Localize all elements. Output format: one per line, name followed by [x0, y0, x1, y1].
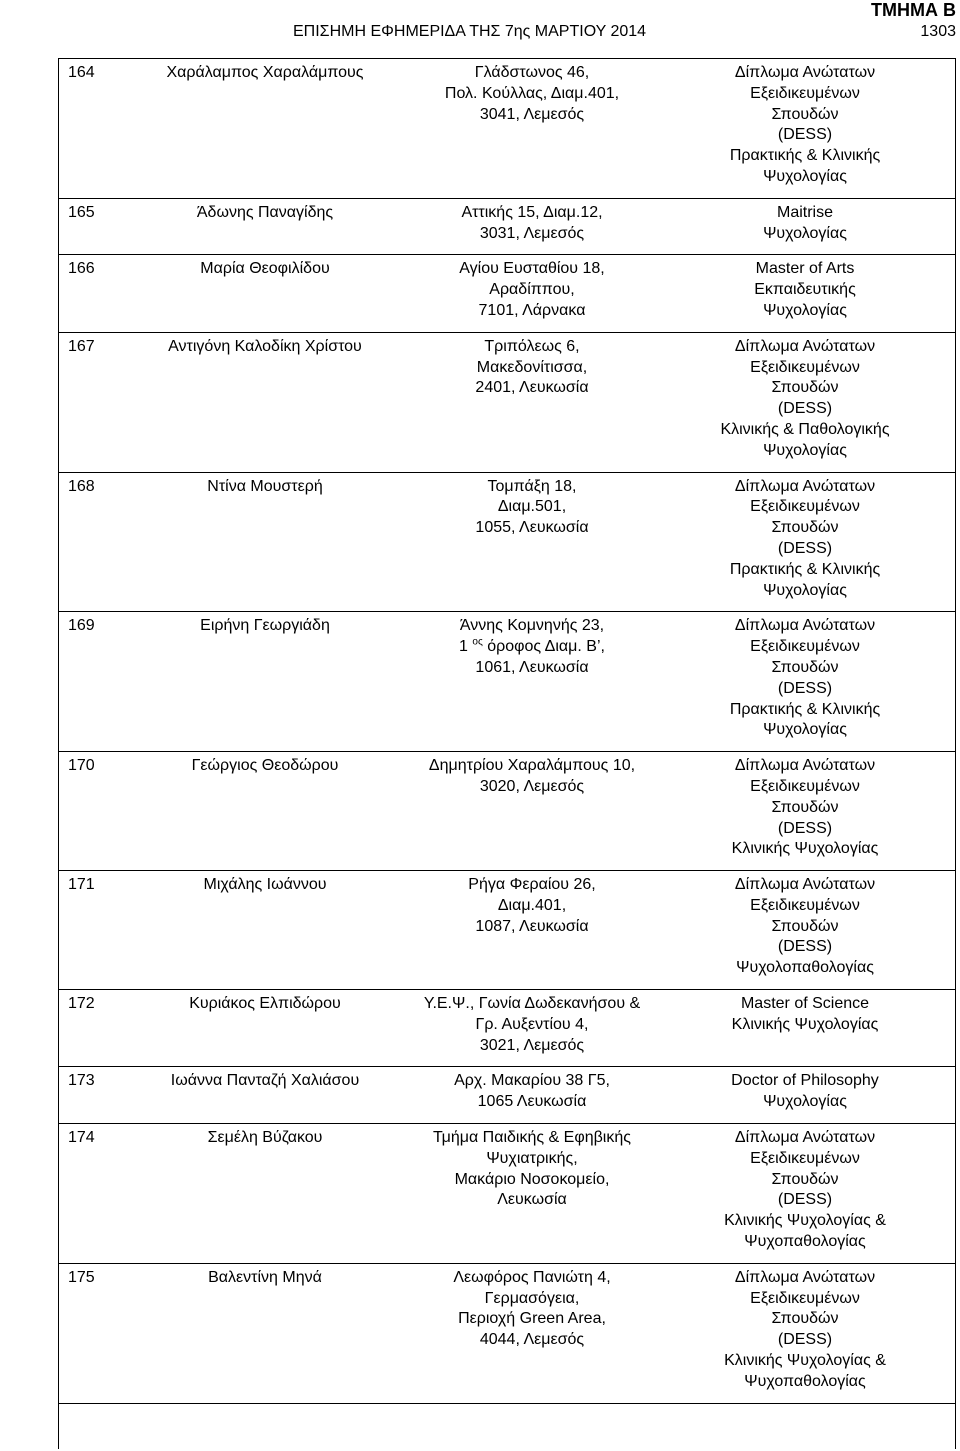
address-line: Τριπόλεως 6, [484, 337, 580, 355]
page-number: 1303 [920, 23, 956, 40]
qualification-line: Ψυχολογίας [763, 441, 847, 459]
qualification-cell [654, 871, 956, 990]
qualification-line: Εξειδικευμένων [750, 1289, 860, 1307]
qualification-cell [654, 332, 956, 472]
entry-number: 169 [58, 612, 120, 752]
person-name: Γεώργιος Θεοδώρου [120, 752, 410, 871]
qualification-line: Εξειδικευμένων [750, 84, 860, 102]
qualification-line: Σπουδών [771, 519, 839, 537]
qualification-line: Σπουδών [771, 917, 839, 935]
table-row [58, 332, 956, 472]
table-row [58, 612, 956, 752]
person-name: Μαρία Θεοφιλίδου [120, 255, 410, 332]
address-line: Λευκωσία [497, 1191, 567, 1209]
qualification-cell [654, 472, 956, 612]
person-name: Κυριάκος Ελπιδώρου [120, 990, 410, 1067]
qualification-line: Δίπλωμα Ανώτατων [734, 617, 876, 635]
entry-number: 165 [58, 198, 120, 255]
qualification-line: Σπουδών [771, 379, 839, 397]
address-line: Άννης Κομνηνής 23, [459, 617, 605, 635]
address-line: Τμήμα Παιδικής & Εφηβικής [433, 1129, 631, 1147]
qualification-line: Σπουδών [771, 798, 839, 816]
qualification-cell [654, 612, 956, 752]
qualification-line: (DESS) [777, 539, 833, 557]
qualification-line: Ψυχολογίας [763, 301, 847, 319]
address-line: 2401, Λευκωσία [475, 379, 589, 397]
address-line: Ψυχιατρικής, [486, 1149, 578, 1167]
qualification-line: Δίπλωμα Ανώτατων [734, 757, 876, 775]
entry-number: 172 [58, 990, 120, 1067]
qualification-line: Ψυχολογίας [763, 224, 847, 242]
address-line: Αττικής 15, Διαμ.12, [461, 203, 603, 221]
table-row [58, 198, 956, 255]
address-line: Περιοχή Green Area, [458, 1310, 606, 1328]
address-cell [410, 59, 654, 199]
address-cell [410, 1124, 654, 1264]
registry-table-body [58, 59, 956, 1404]
qualification-line: Δίπλωμα Ανώτατων [734, 64, 876, 81]
address-cell [410, 752, 654, 871]
table-row [58, 59, 956, 199]
qualification-line: Εξειδικευμένων [750, 358, 860, 376]
table-row [58, 1263, 956, 1403]
entry-number: 173 [58, 1067, 120, 1124]
qualification-line: Σπουδών [771, 658, 839, 676]
qualification-line: Ψυχολογίας [763, 1093, 847, 1111]
qualification-line: Πρακτικής & Κλινικής [729, 560, 881, 578]
entry-number: 167 [58, 332, 120, 472]
qualification-line: Σπουδών [771, 1310, 839, 1328]
qualification-line: Κλινικής Ψυχολογίας [731, 840, 879, 858]
address-cell [410, 472, 654, 612]
entry-number: 166 [58, 255, 120, 332]
qualification-line: Εξειδικευμένων [750, 777, 860, 795]
registry-table [58, 58, 956, 1404]
qualification-line: Δίπλωμα Ανώτατων [734, 477, 876, 495]
qualification-line: (DESS) [777, 1331, 833, 1349]
qualification-cell [654, 1067, 956, 1124]
entry-number: 170 [58, 752, 120, 871]
qualification-line: Εκπαιδευτικής [754, 281, 856, 299]
table-row [58, 871, 956, 990]
address-line: 1087, Λευκωσία [475, 917, 589, 935]
address-cell [410, 255, 654, 332]
qualification-cell [654, 198, 956, 255]
address-line: Υ.Ε.Ψ., Γωνία Δωδεκανήσου & [423, 995, 641, 1013]
address-cell [410, 990, 654, 1067]
qualification-line: Master of Science [740, 995, 870, 1013]
address-line: Δημητρίου Χαραλάμπους 10, [428, 757, 636, 775]
qualification-line: Δίπλωμα Ανώτατων [734, 337, 876, 355]
qualification-line: Master of Arts [755, 260, 855, 278]
address-line: 4044, Λεμεσός [479, 1331, 585, 1349]
qualification-line: Εξειδικευμένων [750, 1149, 860, 1167]
qualification-line: (DESS) [777, 938, 833, 956]
address-cell [410, 332, 654, 472]
address-line: 1055, Λευκωσία [475, 519, 589, 537]
qualification-line: Κλινικής Ψυχολογίας [731, 1015, 879, 1033]
address-cell [410, 871, 654, 990]
qualification-line: Σπουδών [771, 105, 839, 123]
qualification-line: Εξειδικευμένων [750, 498, 860, 516]
qualification-line: Ψυχοπαθολογίας [744, 1372, 866, 1390]
address-line: Μακεδονίτισσα, [476, 358, 588, 376]
person-name: Βαλεντίνη Μηνά [120, 1263, 410, 1403]
table-right-border [955, 58, 956, 1449]
qualification-line: Εξειδικευμένων [750, 638, 860, 656]
table-left-border [58, 58, 59, 1449]
address-line: Ρήγα Φεραίου 26, [468, 876, 596, 894]
address-line: 3020, Λεμεσός [479, 777, 585, 795]
person-name: Άδωνης Παναγίδης [120, 198, 410, 255]
qualification-line: Δίπλωμα Ανώτατων [734, 1129, 876, 1147]
qualification-line: Ψυχολοπαθολογίας [736, 959, 874, 977]
person-name: Ειρήνη Γεωργιάδη [120, 612, 410, 752]
address-line: 1065 Λευκωσία [477, 1093, 587, 1111]
gazette-title: ΕΠΙΣΗΜΗ ΕΦΗΜΕΡΙΔΑ ΤΗΣ 7ης ΜΑΡΤΙΟΥ 2014 [293, 23, 647, 40]
qualification-cell [654, 255, 956, 332]
qualification-line: (DESS) [777, 819, 833, 837]
address-line: Πολ. Κούλλας, Διαμ.401, [444, 84, 620, 102]
qualification-line: Σπουδών [771, 1170, 839, 1188]
qualification-line: Πρακτικής & Κλινικής [729, 147, 881, 165]
table-row [58, 1124, 956, 1264]
qualification-line: Πρακτικής & Κλινικής [729, 700, 881, 718]
address-line: 3031, Λεμεσός [479, 224, 585, 242]
qualification-line: Ψυχολογίας [763, 581, 847, 599]
address-line: 3021, Λεμεσός [479, 1036, 585, 1054]
person-name: Χαράλαμπος Χαραλάμπους [120, 59, 410, 199]
table-row [58, 1067, 956, 1124]
qualification-cell [654, 752, 956, 871]
entry-number: 164 [58, 59, 120, 199]
address-line: Διαμ.501, [497, 498, 567, 516]
person-name: Ντίνα Μουστερή [120, 472, 410, 612]
address-line: Μακάριο Νοσοκομείο, [454, 1170, 610, 1188]
address-cell [410, 1067, 654, 1124]
qualification-line: Ψυχολογίας [763, 167, 847, 185]
qualification-line: Δίπλωμα Ανώτατων [734, 1268, 876, 1286]
person-name: Μιχάλης Ιωάννου [120, 871, 410, 990]
address-line: Αρχ. Μακαρίου 38 Γ5, [454, 1072, 610, 1090]
qualification-line: Εξειδικευμένων [750, 896, 860, 914]
address-line: Λεωφόρος Πανιώτη 4, [453, 1268, 611, 1286]
address-line: Γερμασόγεια, [484, 1289, 580, 1307]
person-name: Σεμέλη Βύζακου [120, 1124, 410, 1264]
table-row [58, 472, 956, 612]
address-line: Γρ. Αυξεντίου 4, [475, 1015, 589, 1033]
entry-number: 171 [58, 871, 120, 990]
qualification-line: Κλινικής Ψυχολογίας & [724, 1212, 886, 1230]
table-row [58, 255, 956, 332]
qualification-cell [654, 59, 956, 199]
qualification-line: Δίπλωμα Ανώτατων [734, 876, 876, 894]
address-cell [410, 198, 654, 255]
person-name: Ιωάννα Πανταζή Χαλιάσου [120, 1067, 410, 1124]
address-cell [410, 612, 654, 752]
qualification-line: Ψυχολογίας [763, 721, 847, 739]
qualification-line: (DESS) [777, 400, 833, 418]
person-name: Αντιγόνη Καλοδίκη Χρίστου [120, 332, 410, 472]
qualification-line: Doctor of Philosophy [731, 1072, 879, 1090]
address-line: Τομπάξη 18, [487, 477, 577, 495]
address-line: Γλάδστωνος 46, [474, 64, 590, 81]
address-line: 3041, Λεμεσός [479, 105, 585, 123]
qualification-line: (DESS) [777, 126, 833, 144]
table-row [58, 990, 956, 1067]
entry-number: 174 [58, 1124, 120, 1264]
qualification-line: (DESS) [777, 679, 833, 697]
address-line: Αραδίππου, [489, 281, 575, 299]
entry-number: 168 [58, 472, 120, 612]
address-line: 1061, Λευκωσία [475, 658, 589, 676]
section-label: ΤΜΗΜΑ Β [871, 0, 956, 20]
address-line: 7101, Λάρνακα [478, 301, 586, 319]
address-line: Αγίου Ευσταθίου 18, [459, 260, 605, 278]
entry-number: 175 [58, 1263, 120, 1403]
address-line: 1 $^{o\varsigma}$ όροφος Διαμ. Β’, [459, 636, 605, 656]
qualification-cell [654, 1263, 956, 1403]
qualification-line: Κλινικής Ψυχολογίας & [724, 1352, 886, 1370]
qualification-cell [654, 990, 956, 1067]
qualification-line: (DESS) [777, 1191, 833, 1209]
qualification-line: Κλινικής & Παθολογικής [720, 420, 890, 438]
address-cell [410, 1263, 654, 1403]
qualification-cell [654, 1124, 956, 1264]
table-row [58, 752, 956, 871]
qualification-line: Maitrise [776, 203, 833, 221]
address-line: Διαμ.401, [497, 896, 567, 914]
qualification-line: Ψυχοπαθολογίας [744, 1233, 866, 1251]
